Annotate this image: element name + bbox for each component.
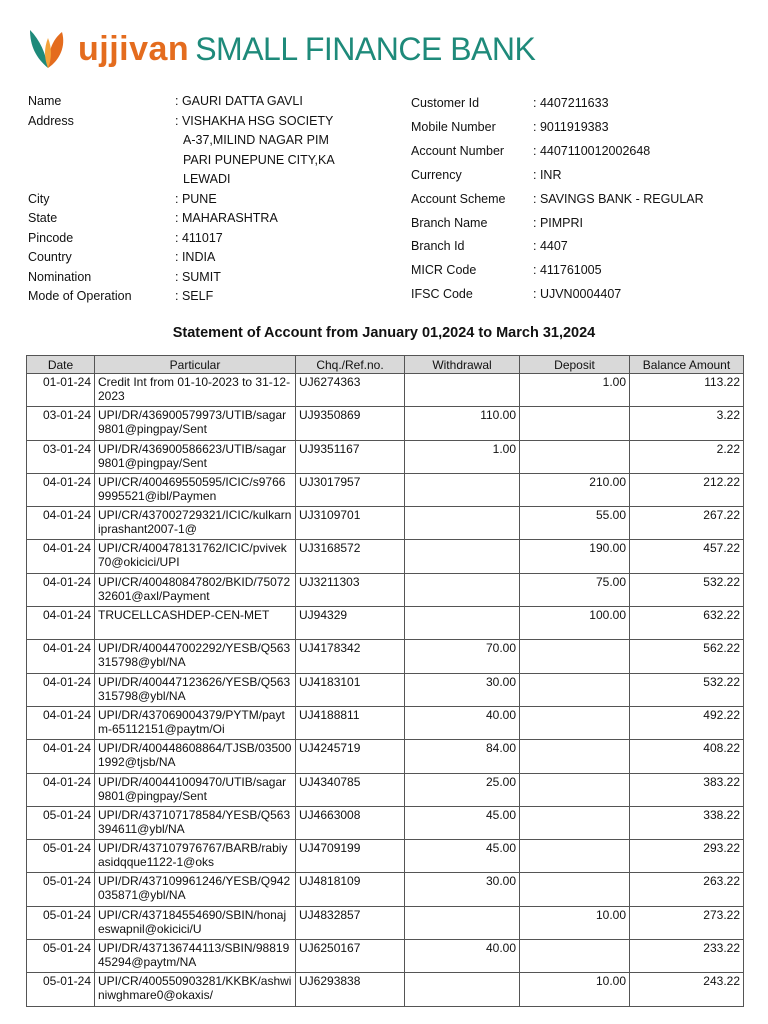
detail-row-currency — [411, 164, 751, 188]
cell-withdrawal: 84.00 — [405, 740, 520, 773]
table-row — [27, 740, 744, 773]
detail-value: : MAHARASHTRA — [175, 211, 278, 225]
cell-ref: UJ4832857 — [296, 906, 405, 939]
table-row — [27, 607, 744, 640]
detail-label: IFSC Code — [411, 287, 473, 302]
cell-date: 05-01-24 — [27, 940, 95, 973]
cell-deposit: 10.00 — [520, 906, 630, 939]
cell-balance: 532.22 — [630, 573, 744, 606]
col-header-balance: Balance Amount — [630, 356, 744, 374]
cell-particular: UPI/CR/437002729321/ICIC/kulkarniprashant2007-1@ — [95, 507, 296, 540]
cell-withdrawal: 30.00 — [405, 673, 520, 706]
detail-row-scheme — [411, 188, 751, 212]
detail-row-state — [28, 209, 388, 229]
cell-particular: UPI/DR/400447002292/YESB/Q563315798@ybl/NA — [95, 640, 296, 673]
bank-header — [26, 24, 535, 74]
cell-deposit — [520, 840, 630, 873]
cell-balance: 562.22 — [630, 640, 744, 673]
cell-ref: UJ3168572 — [296, 540, 405, 573]
cell-ref: UJ9350869 — [296, 407, 405, 440]
cell-deposit — [520, 673, 630, 706]
cell-withdrawal — [405, 973, 520, 1006]
cell-withdrawal: 110.00 — [405, 407, 520, 440]
customer-details-right — [411, 92, 751, 307]
cell-date: 05-01-24 — [27, 840, 95, 873]
table-row — [27, 374, 744, 407]
table-row — [27, 940, 744, 973]
transactions-table — [26, 355, 744, 1007]
cell-withdrawal: 1.00 — [405, 440, 520, 473]
cell-deposit — [520, 640, 630, 673]
cell-withdrawal — [405, 507, 520, 540]
detail-row-ifsc — [411, 283, 751, 307]
statement-title: Statement of Account from January 01,2024 to March 31,2024 — [172, 325, 596, 341]
col-header-deposit: Deposit — [520, 356, 630, 374]
cell-date: 01-01-24 — [27, 374, 95, 407]
detail-value: : INDIA — [175, 250, 216, 264]
address-line: A-37,MILIND NAGAR PIM — [183, 133, 329, 147]
cell-ref: UJ6250167 — [296, 940, 405, 973]
cell-balance: 457.22 — [630, 540, 744, 573]
cell-particular: UPI/CR/437184554690/SBIN/honajeswapnil@okicici/U — [95, 906, 296, 939]
cell-withdrawal: 45.00 — [405, 806, 520, 839]
table-row — [27, 573, 744, 606]
table-row — [27, 906, 744, 939]
cell-ref: UJ4178342 — [296, 640, 405, 673]
detail-label: Nomination — [28, 269, 92, 284]
cell-balance: 212.22 — [630, 473, 744, 506]
cell-balance: 293.22 — [630, 840, 744, 873]
detail-value: : PUNE — [175, 191, 217, 206]
detail-row-mode — [28, 287, 388, 307]
cell-withdrawal: 70.00 — [405, 640, 520, 673]
cell-particular: UPI/DR/400441009470/UTIB/sagar9801@pingpay/Sent — [95, 773, 296, 806]
cell-particular: UPI/DR/436900586623/UTIB/sagar9801@pingpay/Sent — [95, 440, 296, 473]
cell-particular: UPI/DR/437107178584/YESB/Q563394611@ybl/NA — [95, 806, 296, 839]
cell-ref: UJ4818109 — [296, 873, 405, 906]
detail-row-country — [28, 248, 388, 268]
detail-row-branch-name — [411, 212, 751, 236]
cell-withdrawal: 40.00 — [405, 706, 520, 739]
detail-label: Address — [28, 113, 74, 128]
detail-row-address — [28, 112, 388, 190]
cell-date: 05-01-24 — [27, 806, 95, 839]
detail-label: Branch Id — [411, 239, 465, 254]
cell-deposit: 75.00 — [520, 573, 630, 606]
col-header-particular: Particular — [95, 356, 296, 374]
cell-deposit — [520, 706, 630, 739]
detail-value: : 4407110012002648 — [533, 143, 651, 158]
detail-value: : INR — [533, 167, 562, 182]
brand-name-sfb: SMALL FINANCE BANK — [195, 30, 536, 67]
cell-withdrawal: 30.00 — [405, 873, 520, 906]
detail-value: : UJVN0004407 — [533, 287, 622, 302]
detail-value: : 411017 — [175, 230, 223, 245]
cell-date: 04-01-24 — [27, 473, 95, 506]
cell-particular: UPI/CR/400550903281/KKBK/ashwiniwghmare0@okaxis/ — [95, 973, 296, 1006]
cell-particular: UPI/DR/437109961246/YESB/Q942035871@ybl/NA — [95, 873, 296, 906]
cell-particular: TRUCELLCASHDEP-CEN-MET — [95, 607, 296, 640]
cell-date: 04-01-24 — [27, 573, 95, 606]
detail-label: Name — [28, 94, 62, 108]
cell-deposit — [520, 407, 630, 440]
table-row — [27, 407, 744, 440]
cell-balance: 492.22 — [630, 706, 744, 739]
table-row — [27, 640, 744, 673]
cell-deposit — [520, 873, 630, 906]
table-row — [27, 840, 744, 873]
cell-ref: UJ94329 — [296, 607, 405, 640]
cell-ref: UJ4183101 — [296, 673, 405, 706]
cell-particular: UPI/DR/437069004379/PYTM/paytm-65112151@paytm/Oi — [95, 706, 296, 739]
detail-value: : 4407 — [533, 239, 568, 254]
cell-ref: UJ4245719 — [296, 740, 405, 773]
cell-balance: 408.22 — [630, 740, 744, 773]
cell-particular: UPI/DR/400448608864/TJSB/035001992@tjsb/NA — [95, 740, 296, 773]
cell-particular: UPI/DR/400447123626/YESB/Q563315798@ybl/NA — [95, 673, 296, 706]
cell-ref: UJ4709199 — [296, 840, 405, 873]
detail-row-customer-id — [411, 92, 751, 116]
detail-label: Country — [28, 250, 72, 264]
cell-balance: 2.22 — [630, 440, 744, 473]
col-header-date: Date — [27, 356, 95, 374]
cell-withdrawal — [405, 540, 520, 573]
brand-name-ujjivan: ujjivan — [78, 29, 190, 68]
detail-value: : SELF — [175, 289, 214, 303]
cell-ref: UJ4340785 — [296, 773, 405, 806]
detail-row-branch-id — [411, 235, 751, 259]
detail-label: Currency — [411, 167, 462, 182]
cell-particular: UPI/CR/400478131762/ICIC/pvivek70@okicici/UPI — [95, 540, 296, 573]
cell-ref: UJ6274363 — [296, 374, 405, 407]
cell-withdrawal: 25.00 — [405, 773, 520, 806]
detail-value: : 411761005 — [533, 263, 602, 278]
cell-date: 05-01-24 — [27, 973, 95, 1006]
table-row — [27, 973, 744, 1006]
detail-value: : 9011919383 — [533, 119, 609, 134]
cell-balance: 243.22 — [630, 973, 744, 1006]
detail-row-account-number — [411, 140, 751, 164]
cell-balance: 273.22 — [630, 906, 744, 939]
cell-ref: UJ6293838 — [296, 973, 405, 1006]
cell-balance: 532.22 — [630, 673, 744, 706]
cell-deposit: 210.00 — [520, 473, 630, 506]
cell-ref: UJ4188811 — [296, 706, 405, 739]
cell-balance: 233.22 — [630, 940, 744, 973]
cell-withdrawal — [405, 906, 520, 939]
cell-deposit: 100.00 — [520, 607, 630, 640]
table-row — [27, 673, 744, 706]
cell-ref: UJ9351167 — [296, 440, 405, 473]
cell-deposit: 10.00 — [520, 973, 630, 1006]
cell-date: 04-01-24 — [27, 507, 95, 540]
cell-deposit: 55.00 — [520, 507, 630, 540]
detail-row-name — [28, 92, 388, 112]
cell-ref: UJ3211303 — [296, 573, 405, 606]
table-row — [27, 540, 744, 573]
cell-ref: UJ3109701 — [296, 507, 405, 540]
cell-date: 04-01-24 — [27, 740, 95, 773]
address-line: PARI PUNEPUNE CITY,KA — [183, 152, 335, 167]
cell-deposit — [520, 740, 630, 773]
detail-value: : SUMIT — [175, 269, 221, 284]
address-line: LEWADI — [183, 172, 231, 186]
table-row — [27, 440, 744, 473]
table-row — [27, 773, 744, 806]
cell-balance: 263.22 — [630, 873, 744, 906]
cell-deposit — [520, 773, 630, 806]
ujjivan-leaf-logo-icon — [26, 24, 70, 74]
cell-withdrawal — [405, 607, 520, 640]
cell-deposit — [520, 806, 630, 839]
detail-label: Pincode — [28, 230, 74, 245]
cell-balance: 632.22 — [630, 607, 744, 640]
cell-particular: UPI/CR/400469550595/ICIC/s97669995521@ibl/Paymen — [95, 473, 296, 506]
cell-date: 04-01-24 — [27, 706, 95, 739]
cell-withdrawal — [405, 374, 520, 407]
cell-date: 05-01-24 — [27, 906, 95, 939]
cell-withdrawal: 40.00 — [405, 940, 520, 973]
customer-details-left — [28, 92, 388, 307]
detail-row-city — [28, 190, 388, 210]
cell-particular: UPI/DR/437136744113/SBIN/9881945294@paytm/NA — [95, 940, 296, 973]
cell-date: 04-01-24 — [27, 540, 95, 573]
cell-particular: UPI/DR/436900579973/UTIB/sagar9801@pingpay/Sent — [95, 407, 296, 440]
table-row — [27, 873, 744, 906]
detail-label: Account Scheme — [411, 191, 506, 206]
cell-date: 04-01-24 — [27, 673, 95, 706]
cell-balance: 267.22 — [630, 507, 744, 540]
detail-label: State — [28, 211, 58, 225]
detail-label: Branch Name — [411, 215, 488, 230]
cell-withdrawal: 45.00 — [405, 840, 520, 873]
cell-date: 05-01-24 — [27, 873, 95, 906]
address-line: : VISHAKHA HSG SOCIETY — [175, 113, 334, 128]
cell-particular: Credit Int from 01-10-2023 to 31-12-2023 — [95, 374, 296, 407]
detail-value: : PIMPRI — [533, 215, 584, 230]
cell-date: 04-01-24 — [27, 773, 95, 806]
cell-balance: 3.22 — [630, 407, 744, 440]
cell-ref: UJ4663008 — [296, 806, 405, 839]
cell-particular: UPI/DR/437107976767/BARB/rabiyasidqque1122-1@oks — [95, 840, 296, 873]
cell-particular: UPI/CR/400480847802/BKID/7507232601@axl/Payment — [95, 573, 296, 606]
detail-row-mobile — [411, 116, 751, 140]
detail-row-micr — [411, 259, 751, 283]
cell-date: 04-01-24 — [27, 607, 95, 640]
cell-balance: 383.22 — [630, 773, 744, 806]
detail-value: : GAURI DATTA GAVLI — [175, 94, 303, 108]
detail-label: City — [28, 191, 50, 206]
cell-balance: 113.22 — [630, 374, 744, 407]
cell-balance: 338.22 — [630, 806, 744, 839]
detail-value: : 4407211633 — [533, 96, 609, 110]
cell-withdrawal — [405, 573, 520, 606]
detail-label: Customer Id — [411, 96, 480, 110]
col-header-withdrawal: Withdrawal — [405, 356, 520, 374]
table-header-row — [27, 356, 744, 374]
col-header-ref: Chq./Ref.no. — [296, 356, 405, 374]
detail-label: Account Number — [411, 143, 505, 158]
cell-deposit: 190.00 — [520, 540, 630, 573]
detail-label: Mode of Operation — [28, 289, 132, 303]
cell-withdrawal — [405, 473, 520, 506]
detail-label: MICR Code — [411, 263, 477, 278]
table-row — [27, 507, 744, 540]
cell-date: 04-01-24 — [27, 640, 95, 673]
cell-date: 03-01-24 — [27, 407, 95, 440]
cell-deposit — [520, 440, 630, 473]
detail-row-nomination — [28, 268, 388, 288]
detail-label: Mobile Number — [411, 119, 496, 134]
cell-deposit: 1.00 — [520, 374, 630, 407]
table-row — [27, 706, 744, 739]
cell-date: 03-01-24 — [27, 440, 95, 473]
cell-deposit — [520, 940, 630, 973]
detail-value-address — [175, 112, 388, 190]
detail-value: : SAVINGS BANK - REGULAR — [533, 191, 704, 206]
table-row — [27, 473, 744, 506]
table-row — [27, 806, 744, 839]
detail-row-pincode — [28, 229, 388, 249]
cell-ref: UJ3017957 — [296, 473, 405, 506]
